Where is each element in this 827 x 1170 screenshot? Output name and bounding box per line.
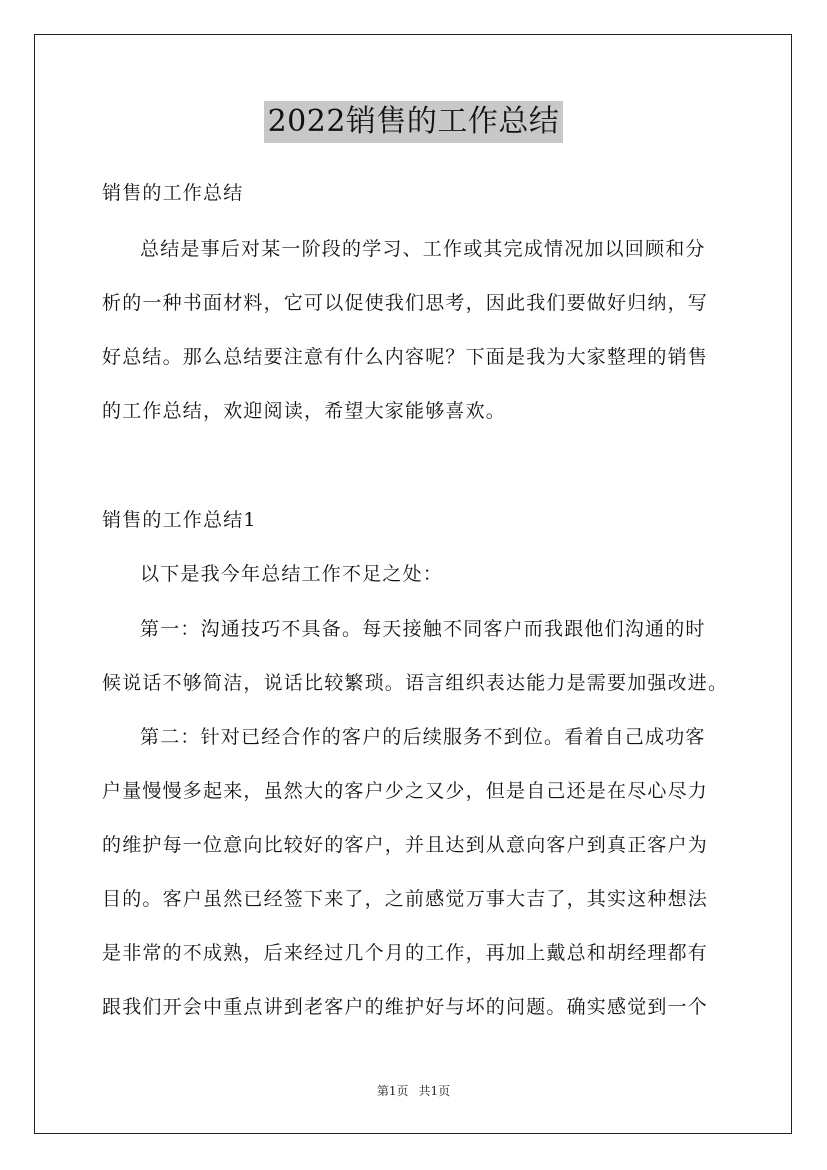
paragraph-line: 跟我们开会中重点讲到老客户的维护好与坏的问题。确实感觉到一个 (102, 996, 709, 1018)
title-container (0, 101, 827, 143)
paragraph-line: 的工作总结，欢迎阅读，希望大家能够喜欢。 (102, 400, 507, 422)
paragraph-line: 户量慢慢多起来，虽然大的客户少之又少，但是自己还是在尽心尽力 (102, 780, 709, 802)
paragraph-line: 目的。客户虽然已经签下来了，之前感觉万事大吉了，其实这种想法 (102, 888, 709, 910)
page-number: 第1页 (376, 1084, 409, 1098)
paragraph-line: 总结是事后对某一阶段的学习、工作或其完成情况加以回顾和分 (140, 238, 706, 260)
paragraph-line: 是非常的不成熟，后来经过几个月的工作，再加上戴总和胡经理都有 (102, 942, 709, 964)
document-title: 2022销售的工作总结 (264, 101, 564, 143)
paragraph-line: 第二：针对已经合作的客户的后续服务不到位。看着自己成功客 (140, 726, 706, 748)
paragraph-line: 好总结。那么总结要注意有什么内容呢？下面是我为大家整理的销售 (102, 346, 709, 368)
paragraph-line: 候说话不够简洁，说话比较繁琐。语言组织表达能力是需要加强改进。 (102, 672, 729, 694)
section-heading: 销售的工作总结1 (102, 509, 257, 531)
paragraph-line: 以下是我今年总结工作不足之处： (140, 563, 444, 585)
paragraph-line: 的维护每一位意向比较好的客户，并且达到从意向客户到真正客户为 (102, 834, 709, 856)
page-footer (0, 1083, 827, 1099)
section-heading: 销售的工作总结 (102, 182, 244, 204)
paragraph-line: 第一：沟通技巧不具备。每天接触不同客户而我跟他们沟通的时 (140, 618, 706, 640)
page-total: 共1页 (418, 1084, 451, 1098)
paragraph-line: 析的一种书面材料，它可以促使我们思考，因此我们要做好归纳，写 (102, 292, 709, 314)
